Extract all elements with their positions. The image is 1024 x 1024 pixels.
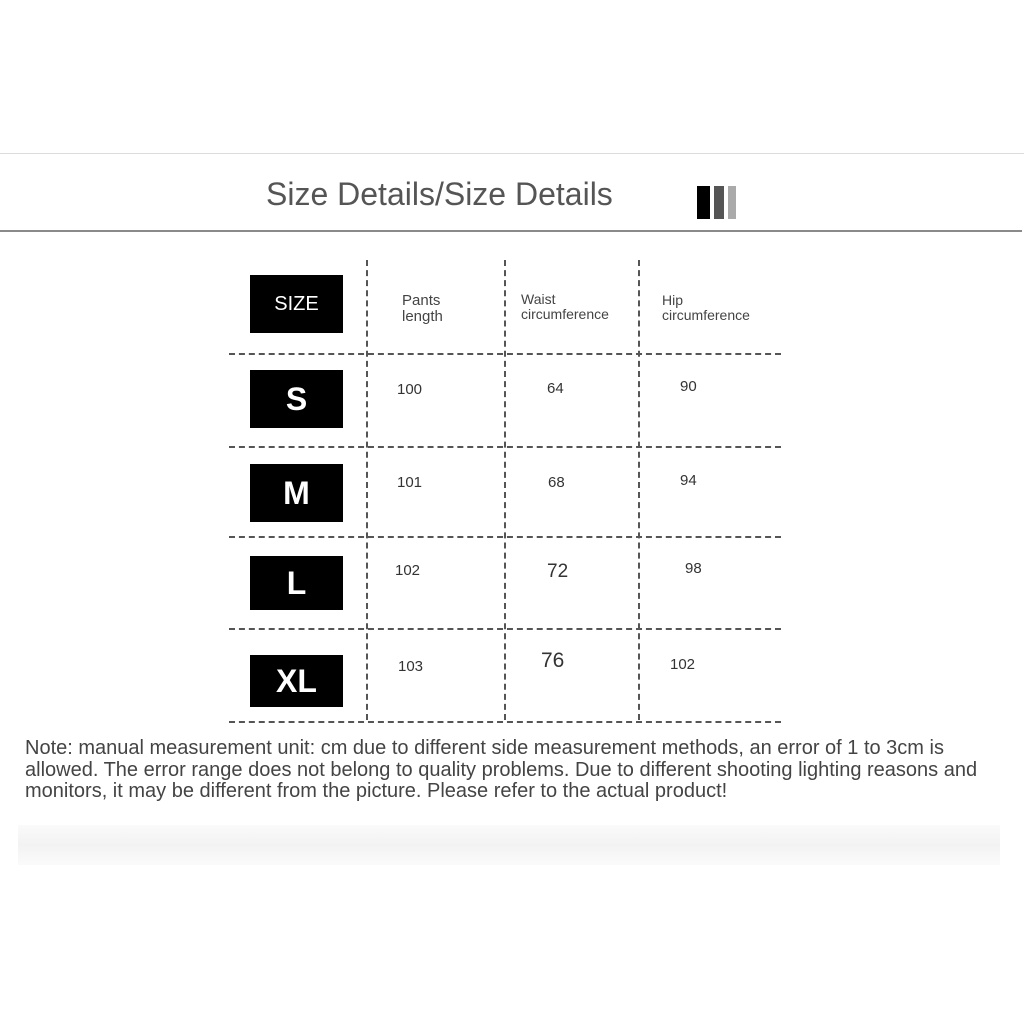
row-divider bbox=[229, 721, 781, 723]
waist-s: 64 bbox=[547, 380, 564, 397]
row-divider bbox=[229, 628, 781, 630]
waist-xl: 76 bbox=[541, 649, 565, 672]
hip-m: 94 bbox=[680, 472, 697, 489]
top-divider bbox=[0, 153, 1024, 154]
pants-length-l: 102 bbox=[395, 562, 421, 579]
faded-text-strip bbox=[18, 825, 1000, 865]
waist-m: 68 bbox=[548, 474, 565, 491]
pants-length-s: 100 bbox=[397, 381, 423, 398]
measurement-note: Note: manual measurement unit: cm due to different side measurement methods, an error of 1 to 3cm is allowed. The error range does not belong to quality problems. Due to different shooting lighting reasons and monitors, it may be different from the picture. Please refer to the actual product! bbox=[25, 737, 978, 802]
hip-header: Hip circumference bbox=[662, 292, 750, 323]
row-divider bbox=[229, 446, 781, 448]
hip-s: 90 bbox=[680, 378, 697, 395]
column-divider bbox=[504, 260, 506, 720]
column-divider bbox=[366, 260, 368, 720]
pants-length-xl: 103 bbox=[398, 658, 424, 675]
size-box-m: M bbox=[250, 464, 343, 522]
title-divider bbox=[0, 230, 1022, 232]
size-header-box: SIZE bbox=[250, 275, 343, 333]
size-box-xl: XL bbox=[250, 655, 343, 707]
row-divider bbox=[229, 536, 781, 538]
pants-length-m: 101 bbox=[397, 474, 423, 491]
pants-length-header: Pants length bbox=[402, 292, 443, 325]
row-divider bbox=[229, 353, 781, 355]
page-title: Size Details/Size Details bbox=[266, 176, 613, 212]
size-table bbox=[229, 260, 781, 725]
hip-xl: 102 bbox=[670, 656, 696, 673]
column-divider bbox=[638, 260, 640, 720]
size-box-l: L bbox=[250, 556, 343, 610]
waist-header: Waist circumference bbox=[521, 291, 609, 322]
gradient-bars-icon bbox=[697, 186, 745, 219]
waist-l: 72 bbox=[547, 561, 569, 582]
hip-l: 98 bbox=[685, 560, 702, 577]
size-box-s: S bbox=[250, 370, 343, 428]
